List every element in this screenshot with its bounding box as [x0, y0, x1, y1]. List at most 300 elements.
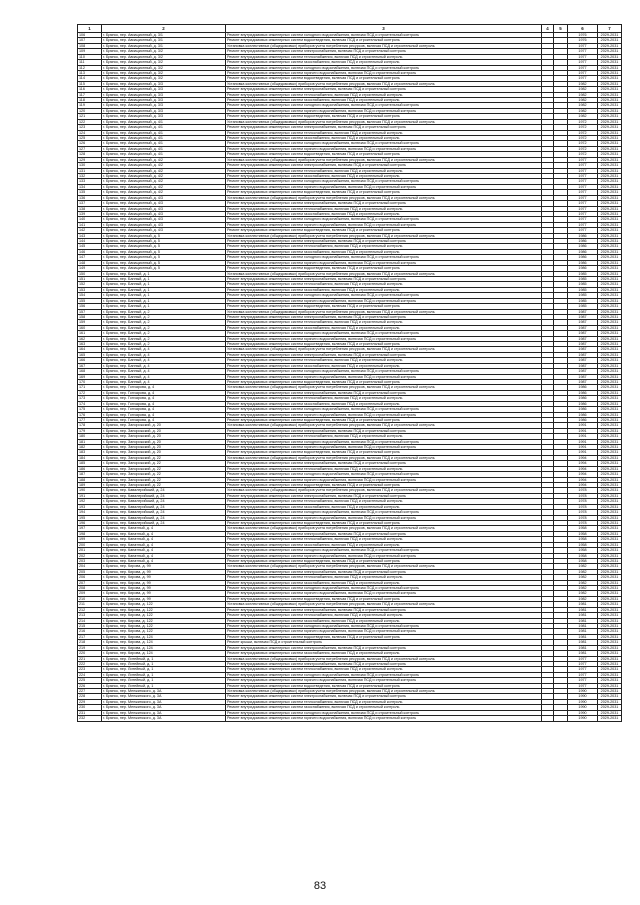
address-cell: г. Брянск, пер. Авиационный, д. 3/2	[102, 65, 226, 70]
address-cell: г. Брянск, пер. Авиационный, д. 4/3	[102, 195, 226, 200]
year-cell: 1981	[568, 602, 598, 607]
year-cell: 1972	[568, 146, 598, 151]
work-type-cell: Ремонт внутридомовых инженерных систем теплоснабжения, включая ПСД и строительный контроль	[226, 434, 542, 439]
work-type-cell: Ремонт внутридомовых инженерных систем водоотведения, включая ПСД и строительный контроль	[226, 342, 542, 347]
period-cell: 2029-2031	[598, 179, 622, 184]
period-cell: 2029-2031	[598, 678, 622, 683]
row-number-cell: 188	[78, 477, 102, 482]
address-cell: г. Брянск, пер. Авиационный, д. 5	[102, 233, 226, 238]
row-number-cell: 230	[78, 705, 102, 710]
year-cell: 1991	[568, 434, 598, 439]
work-type-cell: Ремонт внутридомовых инженерных систем теплоснабжения, включая ПСД и строительный контроль	[226, 244, 542, 249]
row-number-cell: 156	[78, 304, 102, 309]
work-type-cell: Ремонт внутридомовых инженерных систем водоотведения, включая ПСД и строительный контроль	[226, 417, 542, 422]
row-number-cell: 163	[78, 342, 102, 347]
year-cell: 1981	[568, 607, 598, 612]
address-cell: г. Брянск, пер. Авиационный, д. 4/3	[102, 222, 226, 227]
year-cell: 1994	[568, 466, 598, 471]
row-number-cell: 228	[78, 694, 102, 699]
address-cell: г. Брянск, пер. Авиационный, д. 4/2	[102, 184, 226, 189]
address-cell: г. Брянск, пер. Банный, д. 2	[102, 320, 226, 325]
period-cell: 2029-2031	[598, 304, 622, 309]
row-number-cell: 106	[78, 33, 102, 38]
period-cell: 2029-2031	[598, 699, 622, 704]
work-type-cell: Ремонт внутридомовых инженерных систем электроснабжения, включая ПСД и строительный контроль	[226, 428, 542, 433]
address-cell: г. Брянск, пер. Банный, д. 1	[102, 271, 226, 276]
period-cell: 2029-2031	[598, 76, 622, 81]
row-number-cell: 147	[78, 255, 102, 260]
row-number-cell: 115	[78, 81, 102, 86]
row-number-cell: 172	[78, 390, 102, 395]
period-cell: 2029-2031	[598, 195, 622, 200]
year-cell: 1977	[568, 184, 598, 189]
row-number-cell: 184	[78, 455, 102, 460]
row-number-cell: 187	[78, 472, 102, 477]
year-cell: 1978	[568, 515, 598, 520]
year-cell: 1994	[568, 461, 598, 466]
period-cell: 2029-2031	[598, 347, 622, 352]
work-type-cell: Ремонт внутридомовых инженерных систем водоотведения, включая ПСД и строительный контроль	[226, 190, 542, 195]
year-cell: 1982	[568, 87, 598, 92]
year-cell: 1987	[568, 347, 598, 352]
address-cell: г. Брянск, пер. Кирова, д. 124	[102, 651, 226, 656]
row-number-cell: 158	[78, 314, 102, 319]
work-type-cell: Ремонт внутридомовых инженерных систем электроснабжения, включая ПСД и строительный контроль	[226, 390, 542, 395]
year-cell: 1978	[568, 488, 598, 493]
year-cell: 1990	[568, 705, 598, 710]
period-cell: 2029-2031	[598, 531, 622, 536]
work-type-cell: Ремонт внутридомовых инженерных систем газоснабжения, включая ПСД и строительный контроль	[226, 325, 542, 330]
work-type-cell: Установка коллективных (общедомовых) приборов учета потребления ресурсов, включая ПСД и строительный контроль	[226, 43, 542, 48]
year-cell: 1987	[568, 314, 598, 319]
year-cell: 1985	[568, 298, 598, 303]
col5-cell	[554, 716, 568, 721]
address-cell: г. Брянск, пер. Авиационный, д. 3/2	[102, 54, 226, 59]
year-cell: 1982	[568, 564, 598, 569]
year-cell: 1977	[568, 217, 598, 222]
row-number-cell: 218	[78, 640, 102, 645]
header-col-2: 2	[102, 25, 226, 33]
period-cell: 2029-2031	[598, 445, 622, 450]
address-cell: г. Брянск, пер. Запорожский, д. 20	[102, 434, 226, 439]
period-cell: 2029-2031	[598, 542, 622, 547]
row-number-cell: 220	[78, 651, 102, 656]
year-cell: 1986	[568, 244, 598, 249]
row-number-cell: 209	[78, 591, 102, 596]
row-number-cell: 232	[78, 716, 102, 721]
year-cell: 1987	[568, 331, 598, 336]
address-cell: г. Брянск, пер. Гончарова, д. 4	[102, 412, 226, 417]
year-cell: 1958	[568, 537, 598, 542]
year-cell: 1986	[568, 407, 598, 412]
work-type-cell: Ремонт внутридомовых инженерных систем горячего водоснабжения, включая ПСД и строительный контроль	[226, 298, 542, 303]
period-cell: 2029-2031	[598, 515, 622, 520]
row-number-cell: 128	[78, 152, 102, 157]
work-type-cell: Ремонт внутридомовых инженерных систем электроснабжения, включая ПСД и строительный контроль	[226, 531, 542, 536]
row-number-cell: 227	[78, 689, 102, 694]
row-number-cell: 131	[78, 168, 102, 173]
address-cell: г. Брянск, пер. Авиационный, д. 4/2	[102, 157, 226, 162]
year-cell: 1981	[568, 651, 598, 656]
work-type-cell: Ремонт внутридомовых инженерных систем холодного водоснабжения, включая ПСД и строительный контроль	[226, 710, 542, 715]
period-cell: 2029-2031	[598, 493, 622, 498]
address-cell: г. Брянск, пер. Кирова, д. 122	[102, 613, 226, 618]
period-cell: 2029-2031	[598, 716, 622, 721]
row-number-cell: 178	[78, 423, 102, 428]
work-type-cell: Ремонт внутридомовых инженерных систем электроснабжения, включая ПСД и строительный контроль	[226, 569, 542, 574]
row-number-cell: 203	[78, 558, 102, 563]
period-cell: 2029-2031	[598, 439, 622, 444]
period-cell: 2029-2031	[598, 336, 622, 341]
address-cell: г. Брянск, пер. Авиационный, д. 3/3	[102, 81, 226, 86]
row-number-cell: 180	[78, 434, 102, 439]
year-cell: 1987	[568, 336, 598, 341]
address-cell: г. Брянск, пер. Кирова, д. 122	[102, 602, 226, 607]
work-type-cell: Ремонт внутридомовых инженерных систем газоснабжения, включая ПСД и строительный контроль	[226, 173, 542, 178]
period-cell: 2029-2031	[598, 520, 622, 525]
address-cell: г. Брянск, пер. Банный, д. 4	[102, 347, 226, 352]
row-number-cell: 130	[78, 163, 102, 168]
work-type-cell: Ремонт внутридомовых инженерных систем теплоснабжения, включая ПСД и строительный контроль	[226, 282, 542, 287]
work-type-cell: Ремонт внутридомовых инженерных систем холодного водоснабжения, включая ПСД и строительный контроль	[226, 65, 542, 70]
year-cell: 1986	[568, 385, 598, 390]
period-cell: 2029-2031	[598, 190, 622, 195]
row-number-cell: 120	[78, 108, 102, 113]
row-number-cell: 196	[78, 520, 102, 525]
period-cell: 2029-2031	[598, 596, 622, 601]
work-type-cell: Ремонт внутридомовых инженерных систем горячего водоснабжения, включая ПСД и строительный контроль	[226, 629, 542, 634]
period-cell: 2029-2031	[598, 358, 622, 363]
address-cell: г. Брянск, пер. Литейный, д. 1	[102, 678, 226, 683]
work-type-cell: Ремонт внутридомовых инженерных систем газоснабжения, включая ПСД и строительный контроль	[226, 580, 542, 585]
year-cell: 1991	[568, 439, 598, 444]
row-number-cell: 191	[78, 493, 102, 498]
address-cell: г. Брянск, пер. Кавалерийский, д. 24	[102, 510, 226, 515]
row-number-cell: 146	[78, 249, 102, 254]
period-cell: 2029-2031	[598, 244, 622, 249]
address-cell: г. Брянск, пер. Авиационный, д. 4/1	[102, 152, 226, 157]
year-cell: 1972	[568, 130, 598, 135]
address-cell: г. Брянск, пер. Авиационный, д. 4/2	[102, 179, 226, 184]
row-number-cell: 207	[78, 580, 102, 585]
row-number-cell: 225	[78, 678, 102, 683]
period-cell: 2029-2031	[598, 380, 622, 385]
year-cell: 1986	[568, 239, 598, 244]
work-type-cell: Ремонт внутридомовых инженерных систем газоснабжения, включая ПСД и строительный контроль	[226, 60, 542, 65]
period-cell: 2029-2031	[598, 466, 622, 471]
period-cell: 2029-2031	[598, 526, 622, 531]
row-number-cell: 123	[78, 125, 102, 130]
row-number-cell: 157	[78, 309, 102, 314]
work-type-cell: Установка коллективных (общедомовых) приборов учета потребления ресурсов, включая ПСД и строительный контроль	[226, 309, 542, 314]
year-cell: 1977	[568, 54, 598, 59]
table-row	[78, 716, 622, 721]
work-type-cell: Ремонт внутридомовых инженерных систем теплоснабжения, включая ПСД и строительный контроль	[226, 130, 542, 135]
year-cell: 1977	[568, 49, 598, 54]
year-cell: 1977	[568, 70, 598, 75]
period-cell: 2029-2031	[598, 548, 622, 553]
address-cell: г. Брянск, пер. Кирова, д. 99	[102, 575, 226, 580]
row-number-cell: 223	[78, 667, 102, 672]
row-number-cell: 206	[78, 575, 102, 580]
period-cell: 2029-2031	[598, 276, 622, 281]
period-cell: 2029-2031	[598, 108, 622, 113]
period-cell: 2029-2031	[598, 537, 622, 542]
row-number-cell: 124	[78, 130, 102, 135]
year-cell: 1985	[568, 293, 598, 298]
work-type-cell: Ремонт внутридомовых инженерных систем холодного водоснабжения, включая ПСД и строительный контроль	[226, 33, 542, 38]
work-type-cell: Ремонт внутридомовых инженерных систем газоснабжения, включая ПСД и строительный контроль	[226, 249, 542, 254]
year-cell: 1977	[568, 222, 598, 227]
row-number-cell: 126	[78, 141, 102, 146]
work-type-cell: Ремонт внутридомовых инженерных систем электроснабжения, включая ПСД и строительный контроль	[226, 125, 542, 130]
work-type-cell: Ремонт внутридомовых инженерных систем электроснабжения, включая ПСД и строительный контроль	[226, 694, 542, 699]
period-cell: 2029-2031	[598, 70, 622, 75]
work-type-cell: Ремонт внутридомовых инженерных систем горячего водоснабжения, включая ПСД и строительный контроль	[226, 336, 542, 341]
year-cell: 1986	[568, 260, 598, 265]
year-cell: 1977	[568, 683, 598, 688]
year-cell: 1978	[568, 493, 598, 498]
address-cell: г. Брянск, пер. Авиационный, д. 4/2	[102, 173, 226, 178]
period-cell: 2029-2031	[598, 266, 622, 271]
year-cell: 1987	[568, 374, 598, 379]
row-number-cell: 186	[78, 466, 102, 471]
period-cell: 2029-2031	[598, 390, 622, 395]
row-number-cell: 108	[78, 43, 102, 48]
work-type-cell: Ремонт внутридомовых инженерных систем холодного водоснабжения, включая ПСД и строительный контроль	[226, 439, 542, 444]
work-type-cell: Установка коллективных (общедомовых) приборов учета потребления ресурсов, включая ПСД и строительный контроль	[226, 689, 542, 694]
period-cell: 2029-2031	[598, 575, 622, 580]
work-type-cell: Ремонт внутридомовых инженерных систем теплоснабжения, включая ПСД и строительный контроль	[226, 168, 542, 173]
address-cell: г. Брянск, пер. Литейный, д. 1	[102, 667, 226, 672]
address-cell: г. Брянск, пер. Менжинского, д. 3А	[102, 694, 226, 699]
period-cell: 2029-2031	[598, 54, 622, 59]
header-col-1: 1	[78, 25, 102, 33]
header-col-4: 4	[542, 25, 554, 33]
period-cell: 2029-2031	[598, 483, 622, 488]
row-number-cell: 231	[78, 710, 102, 715]
address-cell: г. Брянск, пер. Авиационный, д. 5	[102, 255, 226, 260]
period-cell: 2029-2031	[598, 125, 622, 130]
address-cell: г. Брянск, пер. Кирова, д. 99	[102, 569, 226, 574]
row-number-cell: 118	[78, 98, 102, 103]
period-cell: 2029-2031	[598, 168, 622, 173]
row-number-cell: 224	[78, 672, 102, 677]
work-type-cell: Ремонт внутридомовых инженерных систем водоотведения, включая ПСД и строительный контроль	[226, 114, 542, 119]
year-cell: 1977	[568, 168, 598, 173]
row-number-cell: 166	[78, 358, 102, 363]
year-cell: 1977	[568, 206, 598, 211]
work-type-cell: Ремонт внутридомовых инженерных систем теплоснабжения, включая ПСД и строительный контроль	[226, 667, 542, 672]
row-number-cell: 139	[78, 211, 102, 216]
period-cell: 2029-2031	[598, 38, 622, 43]
year-cell: 1990	[568, 699, 598, 704]
period-cell: 2029-2031	[598, 396, 622, 401]
row-number-cell: 110	[78, 54, 102, 59]
address-cell: г. Брянск, пер. Запорожский, д. 20	[102, 445, 226, 450]
period-cell: 2029-2031	[598, 233, 622, 238]
address-cell: г. Брянск, пер. Гончарова, д. 4	[102, 417, 226, 422]
work-type-cell: Ремонт внутридомовых инженерных систем газоснабжения, включая ПСД и строительный контроль	[226, 287, 542, 292]
year-cell: 1991	[568, 428, 598, 433]
period-cell: 2029-2031	[598, 472, 622, 477]
address-cell: г. Брянск, пер. Запорожский, д. 22	[102, 466, 226, 471]
address-cell: г. Брянск, пер. Авиационный, д. 5	[102, 249, 226, 254]
row-number-cell: 210	[78, 596, 102, 601]
work-type-cell: Ремонт внутридомовых инженерных систем холодного водоснабжения, включая ПСД и строительный контроль	[226, 623, 542, 628]
work-type-cell: Установка коллективных (общедомовых) приборов учета потребления ресурсов, включая ПСД и строительный контроль	[226, 119, 542, 124]
year-cell: 1982	[568, 586, 598, 591]
row-number-cell: 185	[78, 461, 102, 466]
period-cell: 2029-2031	[598, 60, 622, 65]
header-col-6: 6	[568, 25, 598, 33]
period-cell: 2029-2031	[598, 369, 622, 374]
period-cell: 2029-2031	[598, 661, 622, 666]
period-cell: 2029-2031	[598, 293, 622, 298]
period-cell: 2029-2031	[598, 683, 622, 688]
row-number-cell: 111	[78, 60, 102, 65]
row-number-cell: 161	[78, 331, 102, 336]
address-cell: г. Брянск, пер. Кирова, д. 99	[102, 564, 226, 569]
address-cell: г. Брянск, пер. Кирова, д. 124	[102, 645, 226, 650]
period-cell: 2029-2031	[598, 705, 622, 710]
address-cell: г. Брянск, пер. Канатный, д. 4	[102, 537, 226, 542]
address-cell: г. Брянск, пер. Канатный, д. 4	[102, 531, 226, 536]
row-number-cell: 226	[78, 683, 102, 688]
address-cell: г. Брянск, пер. Запорожский, д. 22	[102, 455, 226, 460]
year-cell: 1981	[568, 645, 598, 650]
address-cell: г. Брянск, пер. Запорожский, д. 20	[102, 428, 226, 433]
year-cell: 1986	[568, 233, 598, 238]
address-cell: г. Брянск, пер. Гончарова, д. 4	[102, 407, 226, 412]
address-cell: г. Брянск, пер. Банный, д. 4	[102, 352, 226, 357]
period-cell: 2029-2031	[598, 385, 622, 390]
address-cell: г. Брянск, пер. Гончарова, д. 4	[102, 396, 226, 401]
year-cell: 1985	[568, 287, 598, 292]
year-cell: 1981	[568, 623, 598, 628]
work-type-cell: Ремонт внутридомовых инженерных систем электроснабжения, включая ПСД и строительный контроль	[226, 87, 542, 92]
period-cell: 2029-2031	[598, 98, 622, 103]
row-number-cell: 116	[78, 87, 102, 92]
year-cell: 1987	[568, 309, 598, 314]
address-cell: г. Брянск, пер. Авиационный, д. 4/1	[102, 130, 226, 135]
address-cell: г. Брянск, пер. Кавалерийский, д. 24	[102, 515, 226, 520]
row-number-cell: 169	[78, 374, 102, 379]
year-cell: 1991	[568, 450, 598, 455]
address-cell: г. Брянск, пер. Менжинского, д. 3А	[102, 716, 226, 721]
work-type-cell: Ремонт внутридомовых инженерных систем горячего водоснабжения, включая ПСД и строительный контроль	[226, 70, 542, 75]
period-cell: 2029-2031	[598, 428, 622, 433]
period-cell: 2029-2031	[598, 504, 622, 509]
address-cell: г. Брянск, пер. Кирова, д. 122	[102, 629, 226, 634]
work-type-cell: Ремонт внутридомовых инженерных систем горячего водоснабжения, включая ПСД и строительный контроль	[226, 412, 542, 417]
header-col-5: 5	[554, 25, 568, 33]
work-type-cell: Ремонт внутридомовых инженерных систем теплоснабжения, включая ПСД и строительный контроль	[226, 320, 542, 325]
year-cell: 1977	[568, 190, 598, 195]
row-number-cell: 125	[78, 136, 102, 141]
address-cell: г. Брянск, пер. Канатный, д. 4	[102, 553, 226, 558]
year-cell: 1977	[568, 211, 598, 216]
period-cell: 2029-2031	[598, 65, 622, 70]
period-cell: 2029-2031	[598, 157, 622, 162]
row-number-cell: 162	[78, 336, 102, 341]
address-cell: г. Брянск, пер. Запорожский, д. 22	[102, 461, 226, 466]
year-cell: 1985	[568, 282, 598, 287]
work-type-cell: Ремонт внутридомовых инженерных систем газоснабжения, включая ПСД и строительный контроль	[226, 651, 542, 656]
period-cell: 2029-2031	[598, 667, 622, 672]
row-number-cell: 222	[78, 661, 102, 666]
address-cell: г. Брянск, пер. Запорожский, д. 20	[102, 450, 226, 455]
row-number-cell: 213	[78, 613, 102, 618]
row-number-cell: 143	[78, 233, 102, 238]
period-cell: 2029-2031	[598, 260, 622, 265]
row-number-cell: 119	[78, 103, 102, 108]
work-type-cell: Ремонт внутридомовых инженерных систем теплоснабжения, включая ПСД и строительный контроль	[226, 466, 542, 471]
year-cell: 1977	[568, 661, 598, 666]
address-cell: г. Брянск, пер. Банный, д. 1	[102, 282, 226, 287]
year-cell: 1987	[568, 369, 598, 374]
row-number-cell: 149	[78, 266, 102, 271]
page-number: 83	[313, 880, 327, 892]
year-cell: 1990	[568, 689, 598, 694]
work-type-cell: Ремонт внутридомовых инженерных систем водоотведения, включая ПСД и строительный контроль	[226, 228, 542, 233]
row-number-cell: 153	[78, 287, 102, 292]
address-cell: г. Брянск, пер. Авиационный, д. 3/2	[102, 76, 226, 81]
period-cell: 2029-2031	[598, 92, 622, 97]
year-cell: 1981	[568, 618, 598, 623]
period-cell: 2029-2031	[598, 282, 622, 287]
year-cell: 1958	[568, 542, 598, 547]
address-cell: г. Брянск, пер. Банный, д. 2	[102, 325, 226, 330]
period-cell: 2029-2031	[598, 634, 622, 639]
address-cell: г. Брянск, пер. Авиационный, д. 5	[102, 266, 226, 271]
work-type-cell: Установка коллективных (общедомовых) приборов учета потребления ресурсов, включая ПСД и строительный контроль	[226, 385, 542, 390]
year-cell: 1977	[568, 179, 598, 184]
row-number-cell: 134	[78, 184, 102, 189]
row-number-cell: 212	[78, 607, 102, 612]
address-cell: г. Брянск, пер. Авиационный, д. 3/1	[102, 38, 226, 43]
work-type-cell: Ремонт внутридомовых инженерных систем водоотведения, включая ПСД и строительный контроль	[226, 304, 542, 309]
work-type-cell: Ремонт внутридомовых инженерных систем горячего водоснабжения, включая ПСД и строительный контроль	[226, 374, 542, 379]
address-cell: г. Брянск, пер. Авиационный, д. 4/1	[102, 119, 226, 124]
year-cell: 1985	[568, 271, 598, 276]
row-number-cell: 148	[78, 260, 102, 265]
period-cell: 2029-2031	[598, 43, 622, 48]
row-number-cell: 193	[78, 504, 102, 509]
period-cell: 2029-2031	[598, 602, 622, 607]
row-number-cell: 215	[78, 623, 102, 628]
address-cell: г. Брянск, пер. Кирова, д. 124	[102, 640, 226, 645]
year-cell: 1958	[568, 531, 598, 536]
year-cell: 1982	[568, 98, 598, 103]
period-cell: 2029-2031	[598, 374, 622, 379]
period-cell: 2029-2031	[598, 287, 622, 292]
work-type-cell: Ремонт внутридомовых инженерных систем водоотведения, включая ПСД и строительный контроль	[226, 380, 542, 385]
period-cell: 2029-2031	[598, 222, 622, 227]
period-cell: 2029-2031	[598, 87, 622, 92]
work-type-cell: Установка коллективных (общедомовых) приборов учета потребления ресурсов, включая ПСД и строительный контроль	[226, 488, 542, 493]
address-cell: г. Брянск, пер. Канатный, д. 4	[102, 542, 226, 547]
period-cell: 2029-2031	[598, 271, 622, 276]
year-cell: 1991	[568, 445, 598, 450]
work-type-cell: Ремонт внутридомовых инженерных систем водоотведения, включая ПСД и строительный контроль	[226, 76, 542, 81]
year-cell: 1982	[568, 92, 598, 97]
work-type-cell: Ремонт внутридомовых инженерных систем холодного водоснабжения, включая ПСД и строительный контроль	[226, 510, 542, 515]
address-cell: г. Брянск, пер. Кирова, д. 99	[102, 596, 226, 601]
address-cell: г. Брянск, пер. Авиационный, д. 3/1	[102, 33, 226, 38]
table-body	[78, 33, 622, 722]
period-cell: 2029-2031	[598, 553, 622, 558]
